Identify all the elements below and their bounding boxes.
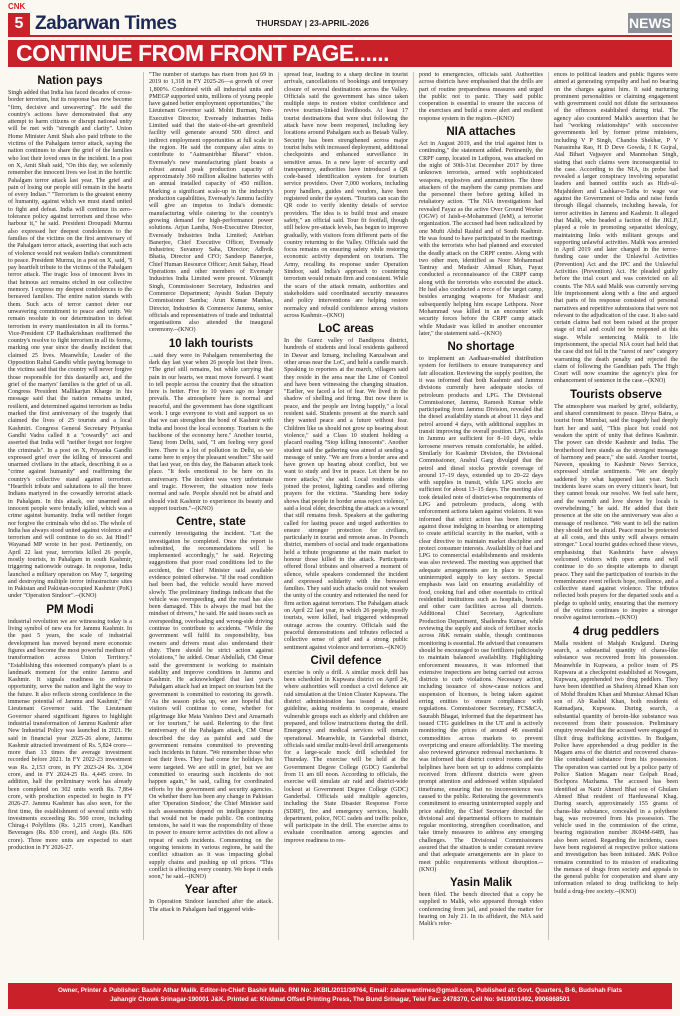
dateline: THURSDAY | 23-APRIL-2026 xyxy=(256,18,369,28)
banner-title: CONTINUE FROM FRONT PAGE...... xyxy=(8,40,672,67)
article-text: to implement an Aadhaar-enabled distribution system for fertilisers to ensure transparency and fair allocation. Reviewing the supply position, the it was informed that both Kashmir and Jammu divisions currently have adequate stocks of petroleum products and LPG. The Divisional Commissioner, Jammu, Ramesh Kumar while participating from Jammu Division, revealed that the diesel availability stands at about 11 days and petrol around 4 days, with additional supplies in transit improving the overall position. LPG stocks in Jammu are sufficient for 8–10 days, while kerosene reserves remain comfortable, he added. Similarly for Kashmir Division, the Divisional Commissioner, Anshul Garg divulged that the petrol and diesel stocks provide coverage of around 17–19 days, extended up to 20–22 days with supplies in transit, while LPG stocks are sufficient for about 13–15 days. The meeting also took detailed note of district-wise requirements of LPG and petroleum products, along with enforcement actions taken against violators. It was informed that strict action has been initiated against those indulging in hoarding or attempting to create artificial scarcity in the market, with a clear directive to maintain market discipline and protect consumer interests. Availability of fuel and LPG to commercial establishments and residents was also reviewed. The meeting was apprised that adequate arrangements are in place to ensure uninterrupted supply to key sectors. Special emphasis was laid on ensuring availability of food, cooking fuel and other essentials to critical residential institutions such as hospitals, hostels and other care facilities across all districts. Additional Chief Secretary, Agriculture Production Department, Shailendra Kumar, while reviewing the supply and stock of fertiliser stocks across J&K remain stable, though continuous monitoring is essential. He advised that consumers should be encouraged to use fertilizers judiciously to maintain balanced availability. Highlighting enforcement measures, it was informed that extensive inspections are being carried out across districts to curb violations. Necessary action, including issuance of show-cause notices and suspension of licenses, is being taken against erring entities to ensure compliance with regulations. Commissioner Secretary, FCS&CA, Saurabh Bhagat, informed that the department has issued CTG guidelines in the UT and is actively monitoring the prices of around 48 essential commodities across markets to prevent overpricing and ensure affordability. The meeting also reviewed grievance redressal mechanisms. It was informed that district control rooms and the helplines have been set up to address complaints received from different districts were given prompt attention and addressed within stipulated timeframe, ensuring that no inconvenience was caused to the public. Reiterating the government's commitment to ensuring uninterrupted supply and price stability, the Chief Secretary directed the divisional and departmental officers to maintain regular monitoring, strengthen coordination, and take timely measures to address any emerging challenges. The Divisional Commissioners assured that the situation is under constant review and that adequate arrangements are in place to meet public requirements without disruption.--(KNO) xyxy=(419,356,543,873)
section-subhead: Yasin Malik xyxy=(449,877,512,890)
section-subhead: Tourists observe xyxy=(570,388,662,401)
article-text: Act in August 2019, and the trial against him is continuing," the statement added. Pertinently, the CRPF camp, located in Lethpora, was attacked on the night of 30th-31st December 2017 by three unknown terrorists, armed with sophisticated weapons, explosives and ammunition. The three attackers of the mayhem the camp premises and the personnel there before getting killed in retaliatory action. "The NIA investigations had revealed Fayaz as the active Over Ground Worker (OGW) of Jaish-e-Mohammed (JeM), a terrorist organization. The accused had been radicalized by one Mufti Abdul Rashid and of South Kashmir. He was found to have participated in the meetings with the terrorists who had planned and executed the deadly attack on the CRPF centre. Along with two other men, identified as Noor Mohammad Tantray and Mudasir Ahmad Khan, Fayaz conducted a reconnaissance of the CRPF camp along with the terrorists who executed the attack. He had also conducted a recce of the target camp, besides arranging weapons for Mudasir and subsequently helping him escape Lethpora. Noor Mohammad was killed in an encounter with security forces before the CRPF camp attack while Mudasir was killed in another encounter later," the statement said.--(KNO) xyxy=(419,141,543,337)
imprint-line-1: Owner, Printer & Publisher: Bashir Athar Malik. Editor-in-Chief: Bashir Malik. RNI No: JKBIL/2011/39764, Email: zabarwantimes@gmail.com, Published at: Govt. Quarters, B-6, Budshah Flats xyxy=(57,987,622,994)
article-text: exercise is only a drill. A similar mock drill has been scheduled in Kupwara district on April 24, where authorities will conduct a civil defence air raid simulation at the Union Cluster Kupwara. The district administration has issued a detailed guideline, asking residents to cooperate, ensure vulnerable groups such as elderly and children are prepared, and follow instructions during the drill. Emergency and medical services will remain operational. Meanwhile, in Ganderbal district, officials said similar multi-level drill arrangements for a large-scale mock drill scheduled for Thursday. The exercise will be held at the Government Degree College (GDC) Ganderbal from 11 am till noon. According to officials, the exercise will simulate air raid and district-wide lockout at Government Degree College (GDC) Ganderbal. Officials said multiple agencies, including the State Disaster Response Force (SDRF), fire and emergency services, health department, police, NCC cadets and traffic police, will participate in the drill. The exercise aims to evaluate coordination among agencies and improve readiness to res- xyxy=(284,669,408,844)
section-subhead: Nation pays xyxy=(37,75,103,87)
section-subhead: PM Modi xyxy=(46,603,94,616)
top-tag: CNK xyxy=(8,2,26,11)
article-text: In Operation Sindoor launched after the attack. The attack in Pahalgam had triggered wide- xyxy=(149,899,273,913)
column-4 xyxy=(413,72,543,940)
section-subhead: Civil defence xyxy=(310,654,382,667)
column-3 xyxy=(278,72,408,940)
article-columns xyxy=(8,72,678,940)
section-subhead: Year after xyxy=(184,884,238,897)
section-subhead: No shortage xyxy=(447,341,515,354)
top-strip xyxy=(0,0,680,14)
article-text: In the Gurez valley of Bandipora district, hundreds of students and local residents gathered in Dawar and Izmarg, including Kanzalwan and other areas near the LoC, and held a candle march. Speaking to reporters at the march, villagers said they reside in the area near the Line of Control and have been witnessing the changing situation. "Earlier, we faced a lot of fear. We lived in the shadow of shelling and firing. But now there is peace, and the people are living happily," a local resident said. Students present at the march said they wanted peace and a future without fear. Children like us should not grow up hearing about violence," said a Class 10 student holding a placard reading "Stop killing innocents". Another student said the gathering was aimed at sending a message of unity. "We are from a border area and have grown up hearing about conflict, but we want to study and live in peace. Let there be no more attacks," she said. Local residents also joined the protest, lighting candles and offering prayers for the victims. "Standing here today shows that people in border areas reject violence," said a local elder, describing the attack as a wound that still remains fresh. Speakers at the gathering called for lasting peace and urged authorities to ensure stronger protection for civilians, particularly in tourist and remote areas. In Poonch district, members of social and trade organisations held a tribute programme at the main market to honour those killed in the attack. Participants offered floral tributes and observed a moment of silence, while speakers condemned the incident and expressed solidarity with the bereaved families. They said such attacks could not weaken the unity of the country and reiterated the need for firm action against terrorism. The Pahalgam attack on April 22 last year, in which 26 people, mostly tourists, were killed, had triggered widespread outrage across the country. Officials said the peaceful demonstrations and tributes reflected a collective sense of grief and a strong public sentiment against violence and terrorism.--(KNO) xyxy=(284,338,408,651)
section-subhead: NIA attaches xyxy=(446,126,516,139)
article-text: Malla resident of Mahjah Kralgund. During search, a substantial quantity of charas-like substance was recovered from his possession. Meanwhile in Kupwara, a police team of PS Kupwara at a checkpoint established at Nowgam, Kupwara, apprehended two drug peddlers. They have been identified as Shafeeq Ahmad Khan son of Mohd Ibrahim Khan and Mumtaz Ahmad Khan son of Ab Rashid Khan, both residents of Katmadjara, Kupwara. During search, a substantial quantity of heroin-like substance was recovered from their possession. Preliminary enquiry revealed that the accused were engaged in illicit drug trafficking activities. In Budgam, Police have apprehended a drug peddler in the Magam area of the district and recovered charas-like contraband substance from his possession. The operation was carried out by a police party of Police Station Magam near Golpah Road, Bochpora Mazhama. The accused has been identified as Nazir Ahmed Bhat son of Ghulam Ahmed Bhat resident of Harduwanal Khag. During search, approximately 155 grams of charas-like substance, concealed in a polythene bag, was recovered from his possession. The vehicle used in the commission of the crime, bearing registration number JK04M-6489, has also been seized. Regarding the incidents, cases have been registered at respective police stations and investigation has been initiated. J&K Police remains committed to its mission of eradicating the menace of drugs from society and appeals to the general public for cooperation and share any information related to drug trafficking to help build a drug-free society.--(KNO) xyxy=(554,640,678,895)
section-subhead: LoC areas xyxy=(318,323,374,336)
article-text: "The number of startups has risen from just 69 in 2019 to 1,318 in FY 2025-26—a growth of over 1,800%. Combined with all industrial units and PMEGP supported units, millions of young people have gained better employment opportunities," the Lieutenant Governor said. Mohit Burman, Non-Executive Director, Eveready industries India Limited said that the state-of-the-art greenfield facility will generate around 500 direct and indirect employment opportunities at full scale in the region. He said the company also aims to contribute to "Aatmanirbhar Bharat" vision. Eveready's new manufacturing plant boasts a robust annual peak production capacity of approximately 360 million alkaline batteries with an annual installed capacity of 450 million. Marking a significant scale-up in the industry's production capabilities, Eveready's Jammu facility will give an impetus to India's domestic manufacturing while catering to the country's growing demand for high-performance power solutions. Arjun Lamba, Non-Executive Director, Eveready Industries India Limited; Anirban Banerjee, Chief Executive Officer, Eveready Industries; Suvamoy Saha, Director; Adhvik Bhatia, Director and CFO; Sandeep Banerjee, Chief Human Resource Officer; Amit Sahay, Head Operations and other members of Eveready Industries India Limited were present. Vikramjit Singh, Commissioner Secretary, Industries and Commerce Department; Ayushi Sudan Deputy Commissioner Samba; Arun Kumar Manhas, Director, Industries & Commerce Jammu, senior officials and representatives of trade and industrial organisations also attended the inaugural ceremony.--(KNO) xyxy=(149,72,273,334)
page-number: 5 xyxy=(8,13,30,35)
article-text: ences to political leaders and public figures were aimed at generating sympathy and had no bearing on the charges against him. It said nurturing prominent personalities or claiming engagement with government could not dilute the seriousness of the offences established during trial. The agency also countered Malik's assertion that he had "working relationships" with successive governments led by former prime ministers, including V P Singh, Chandra Shekhar, P V Narasimha Rao, H D Deve Gowda, I K Gujral, Atal Bihari Vajpayee and Manmohan Singh, stating that such claims were inconsequential to the case. According to the NIA, its probe had revealed a larger conspiracy involving separatist leaders and banned outfits such as Hizb-ul-Mujahideen and Lashkar-e-Taiba to wage war against the Government of India and raise funds through illegal channels, including hawala, for terror activities in Jammu and Kashmir. It alleged that Malik, who headed a faction of the JKLF, played a role in promoting separatist ideology, maintaining links with militant groups and supporting unlawful activities. Malik was arrested in April 2019 and later charged in the terror-funding case under the Unlawful Activities (Prevention) Act and the IPC and the Unlawful Activities (Prevention) Act. He pleaded guilty before the trial court and was convicted on all counts. The NIA said Malik was currently serving life imprisonment along with a fine and argued that parts of his response consisted of personal narratives and repetitive submissions that were not relevant to the adjudication of the case. It also said certain claims had not been raised at the proper stage of trial and could not be reopened at this stage. While sentencing Malik to life imprisonment, the special NIA court had held that the case did not fall in the "rarest of rare" category warranting the death penalty and rejected the claim of following the Gandhian path. The High Court will now examine the agency's plea for enhancement of sentence in the case.--(KNO) xyxy=(554,72,678,385)
article-text: The atmosphere was marked by grief, solidarity, and shared commitment to peace. Divya Batra, a tourist from Mumbai, said the tragedy had deeply hurt her and said, "This place but could not weaken the spirit of unity that defines Kashmir. The power can divide Kashmir and India. The brotherhood here stands as the strongest message of harmony and peace," she said. Another tourist, Naveen, speaking to Kashmir News Service, expressed similar sentiments. "We are deeply saddened by what happened last year. Such incidents leave scars on every citizen's heart, but they cannot break our resolve. We feel safe here, and the warmth and love shown by locals is overwhelming," he said. He added that their presence at the site on the anniversary was also a message of resilience. "We want to tell the nation they should not be afraid. Peace must be protected at all costs, and this unity will always remain stronger." Local tourist guides echoed these views, emphasising that Kashmiris have always welcomed visitors with open arms and will continue to do so despite attempts to disrupt peace. They said the participation of tourists in the remembrance event reflects hope, resilience, and a collective stand against violence. The tributes reflected both prayers for the departed souls and a pledge to uphold unity, ensuring that the memory of the victims continues to inspire a stronger resolve against terrorism.--(KNO) xyxy=(554,403,678,622)
section-subhead: Centre, state xyxy=(176,516,246,529)
article-text: Singh added that India has faced decades of cross-border terrorism, but its response has now become "firm, decisive and unwavering". He said the country's actions have demonstrated that any attempt to harm citizens or disrupt national unity will be met with "strength and clarity". Union Home Minister Amit Shah also paid tribute to the victims of the Pahalgam terror attack, saying the nation continues to share the grief of the families who lost their loved ones in the incident. In a post on X, Amit Shah said, "On this day, we solemnly remember the innocent lives we lost in the horrific Pahalgam terror attack last year. The grief and pain of losing our people still remain in the hearts of every Indian." "Terrorism is the greatest enemy of humanity, against which we must stand united to fight and defeat. India will continue its zero-tolerance policy against terrorism and those who harbour it," he said. President Droupadi Murmu also expressed her deepest condolences to the families of the victims on the first anniversary of the Pahalgam terror attack, asserting that such acts of violence would not weaken India's commitment to peace. President Murmu, in a post on X, said, "I pay heartfelt tribute to the victims of the Pahalgam terror attack. The tragic loss of innocent lives in that heinous act remains etched in our collective memory. I express my deepest condolences to the bereaved families. The entire nation stands with them. Such acts of terror cannot deter our unwavering commitment to peace and unity. We remain resolute in our determination to defeat terrorism in every manifestation in all its forms." Vice-President CP Radhakrishnan reaffirmed the country's resolve to fight terrorism in all its forms, marking one year since the deadly incident that claimed 25 lives. Meanwhile, Leader of the Opposition Rahul Gandhi while paying homage to the victims said that the country will never forgive those responsible for this dastardly act, and the grief of the martyrs' families is the grief of us all. Congress President Mallikarjun Kharge in his message said that the nation remains united, resilient, and determined against terrorism as India marked the first anniversary of the tragedy that claimed the lives of 25 tourists and a local Kashmiri. Congress General Secretary Priyanka Gandhi Vadra called it a "cowardly" act and asserted that India will "neither forget nor forgive the criminals". In a post on X, Priyanka Gandhi expressed grief over the killing of innocent and unarmed civilians in the attack, describing it as a "crime against humanity" and reaffirming the country's collective stand against terrorism. "Heartfelt tribute and salutations to all the brave Indians martyred in the cowardly terrorist attack in Pahalgam. In this attack, our unarmed and innocent people were brutally killed, which was a crime against humanity. India will neither forget nor forgive the criminals who did so. The whole of India has always stood united against violence and terrorism and will continue to do so. Jai Hind!" Wayanad MP wrote in her post. Pertinently, on April 22 last year, terrorists killed 26 people, mostly tourists, in Pahalgam in south Kashmir, triggering nationwide outrage. In response, India launched a military operation on May 7, targeting and destroying multiple terror infrastructure sites in Pakistan and Pakistan-occupied Kashmir (PoK) under "Operation Sindoor".--(KNO) xyxy=(8,90,132,600)
article-text: industrial revolution we are witnessing today is a living symbol of new era for Jammu Kashmir. In the past 5 years, the scale of industrial development has moved beyond mere economic figures and become the most powerful medium of transformation across Union Territory." "Establishing this esteemed company's plant is a landmark moment for the entire Jammu and Kashmir. It signals readiness to embrace opportunity, serve the nation and light the way to the future. It also reflects strong confidence in the immense potential of Jammu and Kashmir," the Lieutenant Governor said. The Lieutenant Governor shared significant figures to highlight industrial transformation of Jammu Kashmir after New Industrial Policy was launched in 2021. He said in financial year 2025-26 alone, Jammu Kashmir attracted investment of Rs. 5,824 crore—more than 13 times the average investment recorded before 2021. In FY 2022-23 investment was Rs. 2,153 crore, in FY 2023-24 Rs. 3,304 crore, and in FY 2024-25 Rs. 4,445 crore. In addition, half the preliminary work has already been completed on 302 units worth Rs. 7,864 crore, with production expected to begin in FY 2026-27. Jammu Kashmir has also seen, for the first time, the establishment of several units with investments exceeding Rs. 500 crore, including Chirag-i Polyfilms (Rs. 1,215 crore), Kandhari Beverages (Rs. 830 crore), and Aegis (Rs. 606 crore). Three more units are expected to start production in FY 2026-27. xyxy=(8,618,132,851)
section-flag: NEWS xyxy=(629,15,671,31)
imprint-line-2: Jahangir Chowk Srinagar-190001 J&K. Printed at: Khidmat Offset Printing Press, The Bund Srinagar, Tele/ Fax: 2478370, Cell No: 9419001492, 9906868501 xyxy=(110,995,570,1003)
column-1 xyxy=(8,72,132,940)
imprint-footer xyxy=(8,983,672,1009)
article-text: ...said they were in Pahalgam remembering the dark day last year when 26 people lost their lives. "The grief still remains, but while carrying that pain in our hearts, we must move forward. I want to tell people across the country that the situation here is better. Five to 10 years ago no longer prevails. The atmosphere here is normal and peaceful, and the government has done significant work. I urge everyone to visit and support us so that we can strengthen the bond of Kashmir with India and boost the local economy. Tourism is the backbone of the economy here." Another tourist, Tanuj from Delhi, said, "I am feeling very good here. There is a lot of pollution in Delhi, so we came here to enjoy the pleasant weather." She said that last year, on this day, the Baisaran attack took place. "It feels emotional to be here on its anniversary. The incident was very unfortunate and tragic. However, the situation now feels normal and safe. People should not be afraid and should visit Kashmir to experience its beauty and support tourism."--(KNO) xyxy=(149,352,273,512)
masthead xyxy=(8,13,672,37)
section-subhead: 4 drug peddlers xyxy=(572,625,660,638)
article-text: currently investigating the incident. "Let the investigation be completed. Once the report is submitted, the recommendations will be implemented accordingly," he said. Rejecting suggestions that poor road conditions led to the accident, the Chief Minister said available evidence pointed otherwise. "If the road condition had been bad, the vehicle would have moved slowly. The preliminary findings indicate that the vehicle was overspeeding, and the road has also been damaged. This is always the mad but the mindset of drivers," he said. He said issues such as overspeeding, overloading and wrong-side driving continue to contribute to accidents. "While the government will fulfil its responsibility, bus owners and drivers must also understand their duty. There should be strict action against violations," he added. Omar Abdullah, CM Omar said the government is working to maintain stability and improve conditions in Jammu and Kashmir. He acknowledged that last year's Pahalgam attack had an impact on tourism but the government is committed to restoring its growth. "As the season picks up, we are hopeful that visitors will continue to come, whether for pilgrimage like Mata Vaishno Devi and Amarnath or for tourism," he said. Referring to the first anniversary of the Pahalgam attack, CM Omar described the day as painful and said the government remains committed to preventing such incidents in future. "We remember those who lost their lives. They had come for holidays but were targeted. We are still in grief, but we are committed to ensuring such incidents do not happen again," he said, calling for coordinated efforts by the government and security agencies. On whether there has been any change in Pakistan after 'Operation Sindoor,' the Chief Minister said such assessments depend on intelligence inputs that would not be made public. On continuing tensions, he said it was the responsibility of those in power to ensure terror activities do not allow a repeat of such incidents. Commenting on the ongoing tensions in various regions, he said the conflict situation as it was impacting global supply chains and pushing up oil prices. "This conflict is affecting every country. We hope it ends soon," he said.--(KNO) xyxy=(149,531,273,881)
column-2 xyxy=(143,72,273,940)
column-5 xyxy=(548,72,678,940)
section-subhead: 10 lakh tourists xyxy=(168,337,254,350)
paper-name: Zabarwan Times xyxy=(35,13,177,34)
article-text: been filed. The bench directed that a copy be supplied to Malik, who appeared through video conferencing from jail, and posted the matter for hearing on July 21. In its affidavit, the NIA said Malik's refer- xyxy=(419,892,543,928)
article-text: spread fear, leading to a sharp decline in tourist arrivals, cancellations of bookings and temporary closure of several destinations across the Valley. Officials said the government has since taken multiple steps to restore visitor confidence and revive tourism-linked livelihoods. At least 17 tourist destinations that were shut following the attack have now been reopened, including key locations around Pahalgam such as Betaab Valley. Security has been strengthened across major tourist hubs with increased deployment, additional checkpoints and enhanced surveillance in sensitive areas. In a new layer of security and transparency, authorities have introduced a QR code-based identification system for tourism service providers. Over 7,000 workers, including pony handlers, guides and vendors, have been registered under the system. "Tourists can scan the QR code to verify identity details of service providers. The idea is to build trust and ensure safety," an official said. Tour fit footfall, though still below pre-attack levels, has begun to improve gradually, with visitors from different parts of the country returning to the Valley. Officials said the focus remains on ensuring safety while restoring economic activity dependent on tourism. The Army, recalling its response under Operation Sindoor, said India's approach to countering terrorism would remain firm and consistent. While the scars of the attack remain, authorities and stakeholders said coordinated security measures and policy interventions are helping restore normalcy and rebuild confidence among visitors across Kashmir.--(KNO) xyxy=(284,72,408,319)
article-text: pond to emergencies, officials said. Authorities across districts have emphasised that the drills are part of routine preparedness measures and urged the public not to panic. They said public cooperation is essential to ensure the success of the exercises and build a more alert and resilient response system in the region.--(KNO) xyxy=(419,72,543,122)
